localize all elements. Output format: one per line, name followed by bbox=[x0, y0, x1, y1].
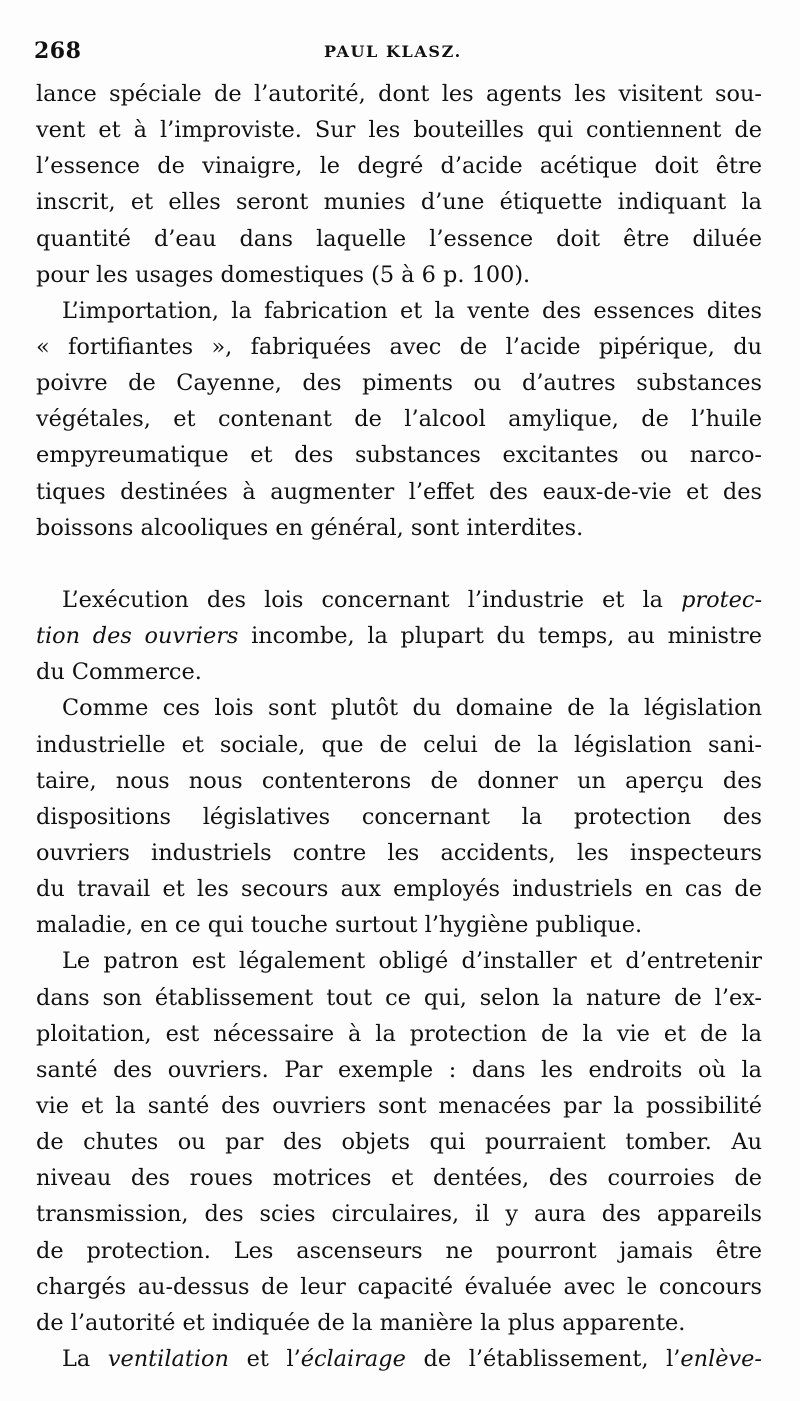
text-line: empyreumatique et des substances excitantes ou narco- bbox=[36, 442, 762, 469]
page-number: 268 bbox=[34, 38, 82, 64]
text-line: industrielle et sociale, que de celui de la législation sani- bbox=[36, 731, 762, 758]
text-line bbox=[36, 582, 762, 618]
italic-run: éclairage bbox=[300, 1345, 406, 1372]
text-line: dispositions législatives concernant la protection des bbox=[36, 803, 762, 830]
paragraph bbox=[36, 943, 762, 1341]
text-line: Comme ces lois sont plutôt du domaine de la législation bbox=[62, 695, 762, 722]
text-line: vent et à l’improviste. Sur les bouteilles qui contiennent de bbox=[36, 117, 762, 144]
text-line: maladie, en ce qui touche surtout l’hygiène publique. bbox=[36, 912, 643, 939]
italic-run: protec- bbox=[681, 586, 763, 613]
text-line: du Commerce. bbox=[36, 659, 202, 686]
text-line: quantité d’eau dans laquelle l’essence doit être diluée bbox=[36, 225, 762, 252]
text-line bbox=[36, 1341, 762, 1377]
italic-run: tion des ouvriers bbox=[36, 623, 239, 650]
text-line: pour les usages domestiques (5 à 6 p. 100). bbox=[36, 261, 531, 288]
italic-run: enlève- bbox=[680, 1345, 762, 1372]
text-line: de chutes ou par des objets qui pourraient tomber. Au bbox=[36, 1129, 762, 1156]
text-line: l’essence de vinaigre, le degré d’acide acétique doit être bbox=[36, 153, 762, 180]
text-line: santé des ouvriers. Par exemple : dans les endroits où la bbox=[36, 1056, 762, 1083]
section-gap bbox=[36, 546, 762, 582]
text-line: lance spéciale de l’autorité, dont les agents les visitent sou- bbox=[36, 81, 762, 107]
paragraph bbox=[36, 76, 762, 293]
page-header bbox=[34, 38, 774, 72]
text-line: boissons alcooliques en général, sont interdites. bbox=[36, 514, 584, 541]
text-line: du travail et les secours aux employés industriels en cas de bbox=[36, 876, 762, 903]
text-line: de l’autorité et indiquée de la manière la plus apparente. bbox=[36, 1309, 686, 1336]
text-line: « fortifiantes », fabriquées avec de l’acide pipérique, du bbox=[36, 333, 762, 360]
text-line: chargés au-dessus de leur capacité évaluée avec le concours bbox=[36, 1273, 762, 1300]
text-line: L’importation, la fabrication et la vente des essences dites bbox=[62, 297, 762, 324]
paragraph bbox=[36, 690, 762, 943]
text-line: dans son établissement tout ce qui, selon la nature de l’ex- bbox=[36, 984, 762, 1011]
text-line: ouvriers industriels contre les accidents, les inspecteurs bbox=[36, 839, 762, 866]
text-line: de protection. Les ascenseurs ne pourront jamais être bbox=[36, 1237, 762, 1264]
text-line: poivre de Cayenne, des piments ou d’autres substances bbox=[36, 370, 762, 397]
paragraph bbox=[36, 293, 762, 546]
text-line: transmission, des scies circulaires, il y aura des appareils bbox=[36, 1201, 762, 1228]
running-head: PAUL KLASZ. bbox=[324, 42, 462, 61]
text-line: niveau des roues motrices et dentées, des courroies de bbox=[36, 1165, 762, 1192]
text-run: de l’établissement, l’ bbox=[423, 1345, 681, 1372]
italic-run: ventilation bbox=[107, 1345, 229, 1372]
paragraph bbox=[36, 582, 762, 690]
paragraph bbox=[36, 1341, 762, 1377]
text-run: L’exécution des lois concernant l’industrie et la bbox=[62, 586, 663, 613]
text-line: Le patron est légalement obligé d’installer et d’entretenir bbox=[62, 948, 762, 975]
text-run: La bbox=[62, 1345, 91, 1372]
body-text bbox=[36, 76, 762, 1377]
text-line bbox=[36, 618, 762, 654]
text-line: tiques destinées à augmenter l’effet des eaux-de-vie et des bbox=[36, 478, 762, 505]
text-line: ploitation, est nécessaire à la protection de la vie et de la bbox=[36, 1020, 762, 1047]
text-line: taire, nous nous contenterons de donner un aperçu des bbox=[36, 767, 762, 794]
text-line: végétales, et contenant de l’alcool amylique, de l’huile bbox=[36, 406, 762, 433]
text-run: incombe, la plupart du temps, au ministre bbox=[251, 623, 762, 650]
text-line: inscrit, et elles seront munies d’une étiquette indiquant la bbox=[36, 189, 762, 216]
text-run: et l’ bbox=[246, 1345, 301, 1372]
text-line: vie et la santé des ouvriers sont menacées par la possibilité bbox=[36, 1092, 762, 1119]
